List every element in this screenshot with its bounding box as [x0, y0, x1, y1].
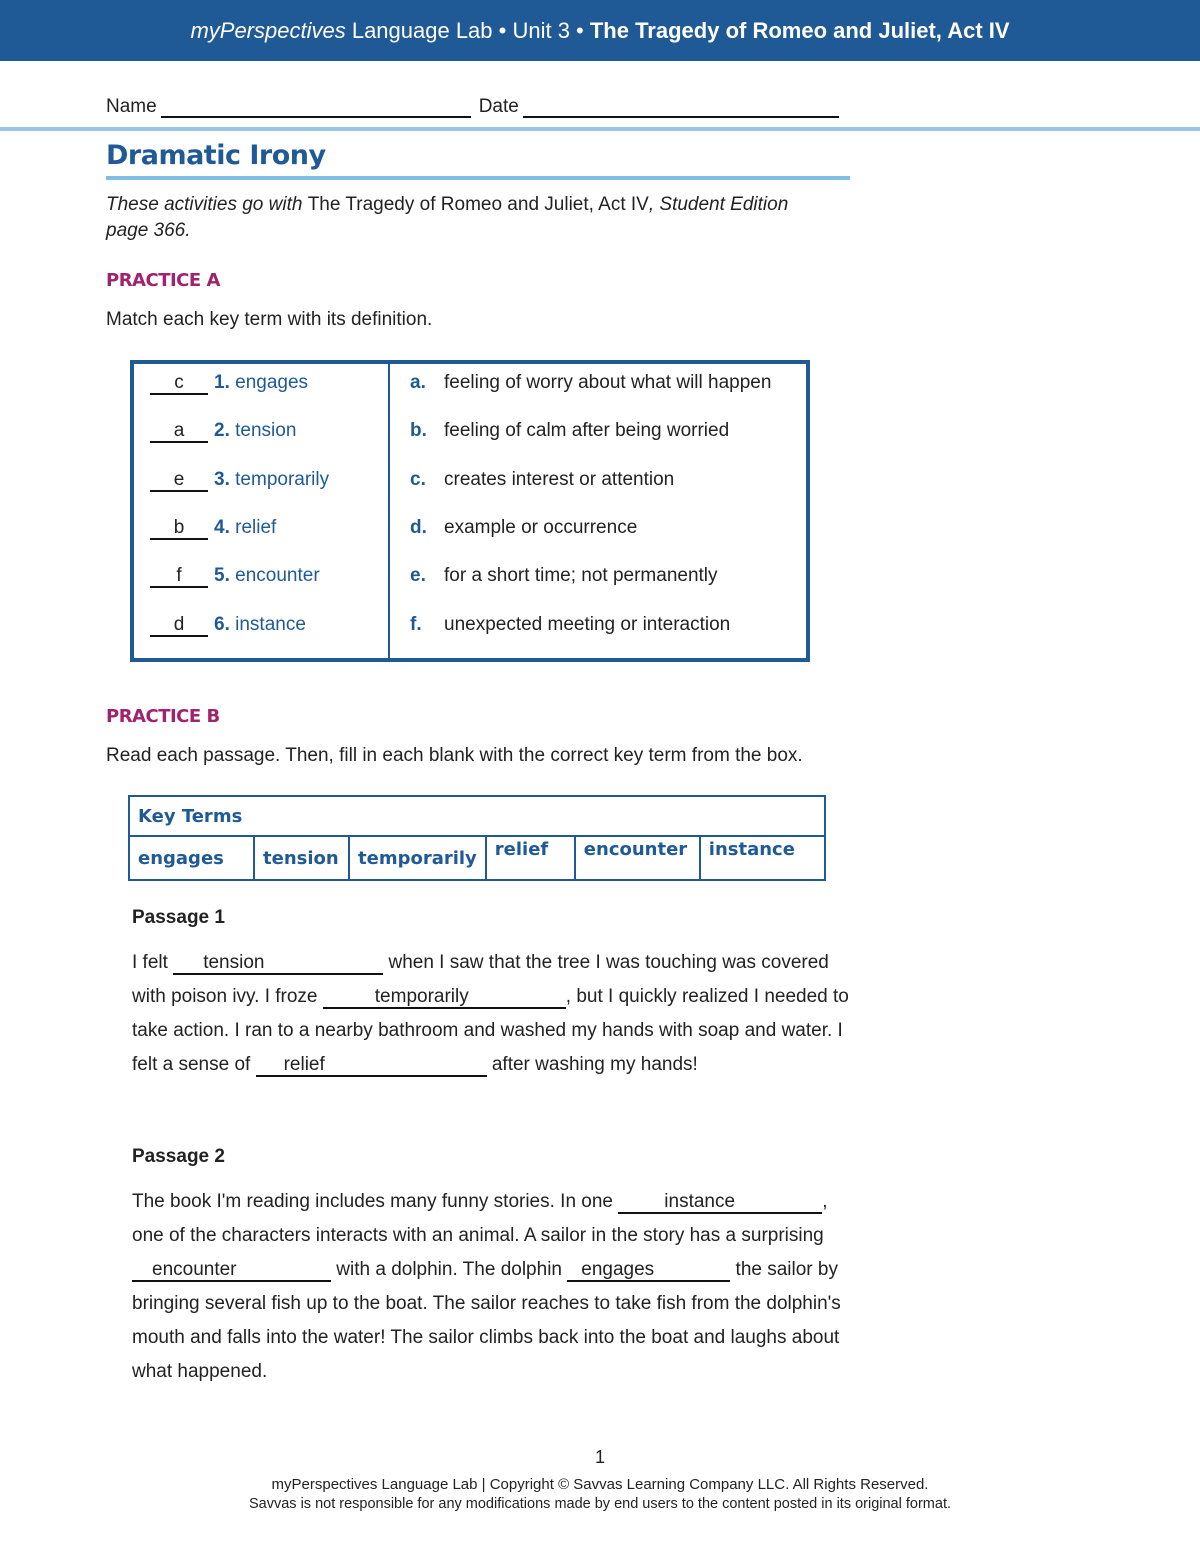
- passage-text: The book I'm reading includes many funny stories. In one: [132, 1191, 619, 1212]
- name-field[interactable]: [161, 96, 471, 118]
- blank-answer: relief: [283, 1054, 325, 1075]
- passage-text: after washing my hands!: [486, 1054, 698, 1075]
- passage-text: the sailor by bringing several fish up to the boat. The sailor reaches to take fish from the dolphin's mouth and falls into the water! The sailor climbs back into the boat and laughs about what happened.: [132, 1259, 841, 1382]
- blank-answer: instance: [664, 1191, 736, 1212]
- term-row: [150, 372, 308, 395]
- answer-blank[interactable]: [618, 1192, 822, 1214]
- key-term-cell: engages: [129, 836, 254, 880]
- definition-row: [410, 372, 771, 394]
- key-term-cell: instance: [700, 836, 825, 880]
- definition-letter: e.: [410, 565, 426, 586]
- definition-row: [410, 517, 637, 539]
- term-text: tension: [235, 420, 297, 441]
- practice-b-instruction: Read each passage. Then, fill in each blank with the correct key term from the box.: [106, 745, 803, 766]
- intro-text: [106, 192, 826, 244]
- term-text: relief: [235, 517, 277, 538]
- intro-part2: , Student Edition page 366.: [106, 194, 789, 241]
- answer-letter: f: [176, 565, 182, 586]
- answer-blank[interactable]: [150, 518, 208, 540]
- banner-work-title: The Tragedy of Romeo and Juliet, Act IV: [589, 17, 1010, 43]
- answer-letter: b: [173, 517, 185, 538]
- passage-text: when I saw that the tree I was touching was covered with poison ivy. I froze: [132, 952, 829, 1007]
- answer-blank[interactable]: [567, 1260, 730, 1282]
- date-label: Date: [478, 96, 519, 117]
- answer-blank[interactable]: [173, 953, 383, 975]
- answer-blank[interactable]: [150, 566, 208, 588]
- blank-answer: encounter: [152, 1259, 237, 1280]
- definition-row: [410, 565, 718, 587]
- answer-letter: a: [173, 420, 185, 441]
- answer-blank[interactable]: [150, 470, 208, 492]
- definition-row: [410, 469, 674, 491]
- term-number: 2.: [214, 420, 230, 441]
- term-row: [150, 517, 276, 540]
- date-field[interactable]: [523, 96, 839, 118]
- term-number: 6.: [214, 614, 230, 635]
- answer-letter: d: [173, 614, 185, 635]
- definition-letter: c.: [410, 469, 426, 490]
- term-text: engages: [235, 372, 309, 393]
- name-label: Name: [106, 96, 157, 117]
- page-title: Dramatic Irony: [106, 140, 326, 171]
- key-term-cell: encounter: [575, 836, 700, 880]
- header-banner: [0, 0, 1200, 61]
- banner-title: [190, 18, 1009, 44]
- matching-divider: [388, 364, 390, 658]
- passage-text: , one of the characters interacts with an animal. A sailor in the story has a surprising: [132, 1191, 828, 1246]
- answer-blank[interactable]: [323, 987, 566, 1009]
- answer-letter: e: [173, 469, 185, 490]
- blank-answer: temporarily: [374, 986, 469, 1007]
- blank-answer: engages: [581, 1259, 655, 1280]
- term-text: instance: [235, 614, 306, 635]
- term-text: temporarily: [235, 469, 330, 490]
- passage-text: I felt: [132, 952, 174, 973]
- term-number: 3.: [214, 469, 230, 490]
- banner-lab: Language Lab • Unit 3 •: [345, 17, 590, 43]
- term-number: 4.: [214, 517, 230, 538]
- blank-answer: tension: [203, 952, 265, 973]
- answer-blank[interactable]: [150, 421, 208, 443]
- definition-letter: f.: [410, 614, 422, 635]
- passage-1-heading: Passage 1: [132, 907, 225, 928]
- key-term-cell: tension: [254, 836, 349, 880]
- answer-blank[interactable]: [132, 1260, 331, 1282]
- definition-text: example or occurrence: [444, 517, 638, 538]
- header-divider: [0, 127, 1200, 131]
- answer-letter: c: [174, 372, 184, 393]
- page-number: 1: [594, 1447, 605, 1467]
- practice-b-heading: PRACTICE B: [106, 706, 220, 727]
- definition-row: [410, 420, 729, 442]
- banner-series: myPerspectives: [190, 17, 346, 43]
- passage-2-heading: Passage 2: [132, 1146, 225, 1167]
- key-term-cell: temporarily: [349, 836, 486, 880]
- definition-text: for a short time; not permanently: [444, 565, 718, 586]
- passage-text: , but I quickly realized I needed to take action. I ran to a nearby bathroom and washed my hands with soap and water. I felt a sense of: [132, 986, 849, 1075]
- footer-disclaimer: Savvas is not responsible for any modifications made by end users to the content posted in its original format.: [248, 1496, 951, 1512]
- answer-blank[interactable]: [150, 615, 208, 637]
- passage-2-text: [132, 1185, 852, 1389]
- definition-row: [410, 614, 730, 636]
- term-row: [150, 420, 296, 443]
- intro-part1: These activities go with: [106, 194, 308, 215]
- name-date-row: [106, 96, 839, 118]
- term-row: [150, 614, 306, 637]
- intro-work: The Tragedy of Romeo and Juliet, Act IV: [307, 194, 649, 215]
- footer-copyright: myPerspectives Language Lab | Copyright © Savvas Learning Company LLC. All Rights Reserved.: [271, 1476, 929, 1493]
- definition-text: feeling of worry about what will happen: [444, 372, 772, 393]
- passage-text: with a dolphin. The dolphin: [331, 1259, 568, 1280]
- key-term-cell: relief: [486, 836, 575, 880]
- definition-letter: a.: [410, 372, 426, 393]
- term-number: 1.: [214, 372, 230, 393]
- title-underline: [106, 176, 850, 180]
- definition-letter: b.: [410, 420, 427, 441]
- practice-a-instruction: Match each key term with its definition.: [106, 309, 433, 330]
- term-row: [150, 565, 320, 588]
- term-number: 5.: [214, 565, 230, 586]
- key-terms-table: [128, 795, 826, 881]
- definition-letter: d.: [410, 517, 427, 538]
- term-text: encounter: [235, 565, 320, 586]
- definition-text: creates interest or attention: [444, 469, 675, 490]
- passage-1-text: [132, 946, 852, 1082]
- key-terms-header: Key Terms: [129, 796, 825, 836]
- matching-box: [130, 360, 810, 662]
- definition-text: feeling of calm after being worried: [444, 420, 730, 441]
- definition-text: unexpected meeting or interaction: [444, 614, 731, 635]
- practice-a-heading: PRACTICE A: [106, 270, 220, 291]
- term-row: [150, 469, 329, 492]
- answer-blank[interactable]: [150, 373, 208, 395]
- answer-blank[interactable]: [256, 1055, 487, 1077]
